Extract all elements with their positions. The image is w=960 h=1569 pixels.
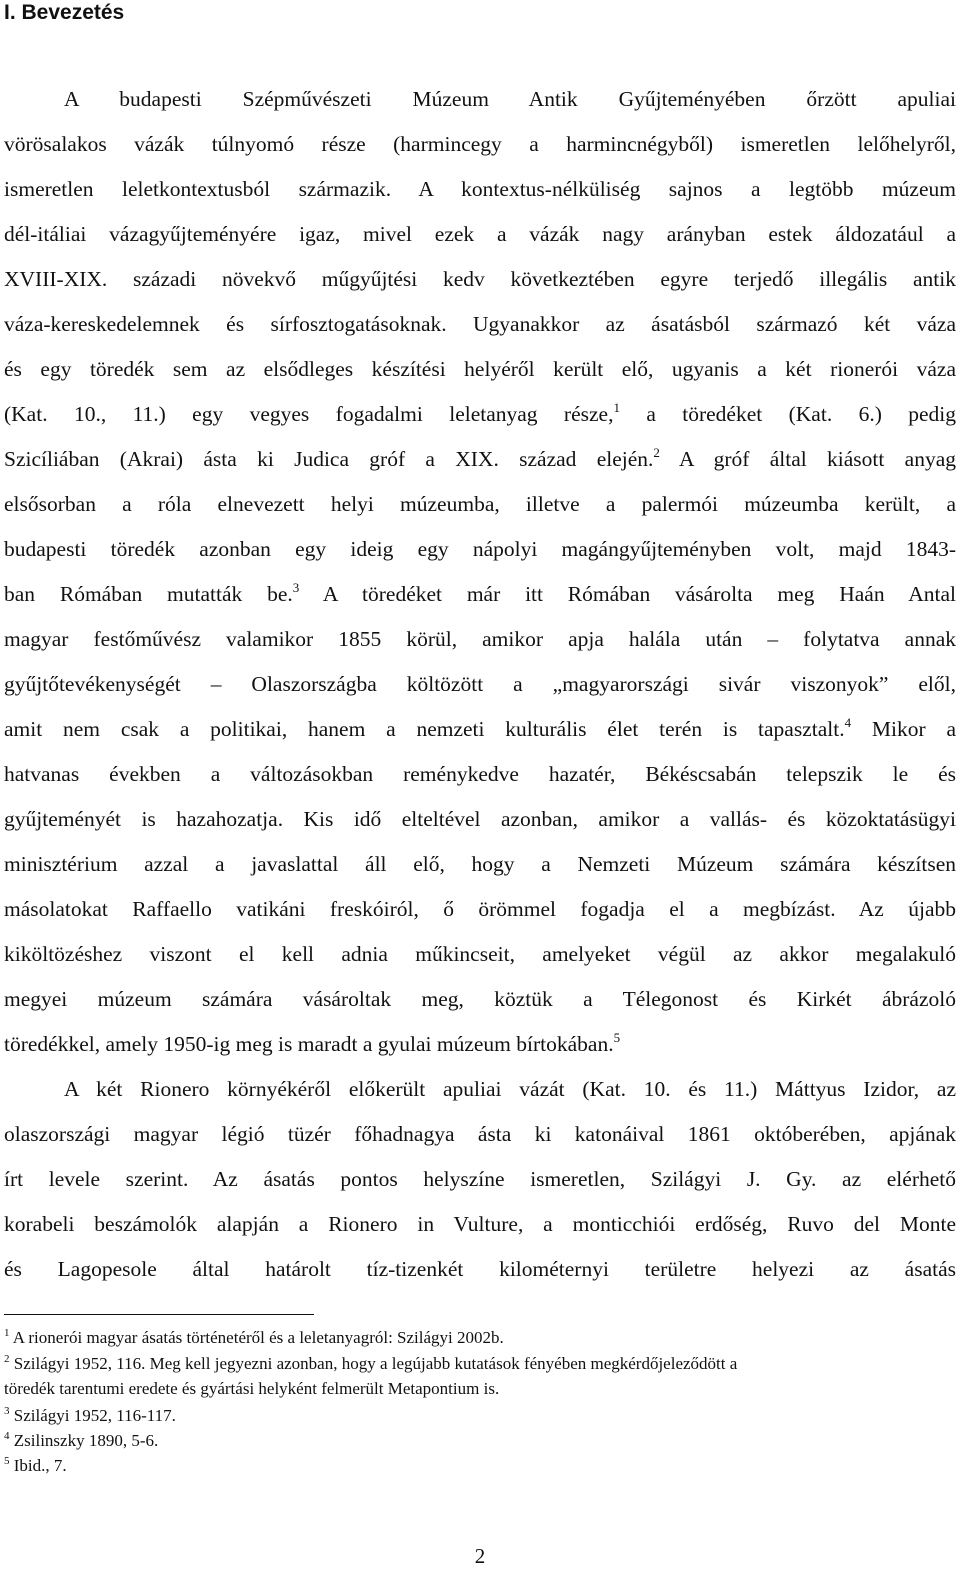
text-line: és Lagopesole által határolt tíz-tizenkét kilométernyi területre helyezi az ásatás — [4, 1257, 956, 1281]
footnote-ref: 2 — [653, 445, 660, 460]
text-line: A két Rionero környékéről előkerült apuliai vázát (Kat. 10. és 11.) Máttyus Izidor, az — [64, 1077, 956, 1101]
text-line: megyei múzeum számára vásároltak meg, köztük a Télegonost és Kirkét ábrázoló — [4, 987, 956, 1011]
footnote-ref: 1 — [613, 400, 620, 415]
footnote-ref: 3 — [292, 580, 300, 595]
footnote: töredék tarentumi eredete és gyártási helyként felmerült Metapontium is. — [4, 1379, 500, 1398]
footnote: $^4$ Zsilinszky 1890, 5-6. — [4, 1430, 159, 1450]
text-line: váza-kereskedelemnek és sírfosztogatásoknak. Ugyanakkor az ásatásból származó két váza — [4, 312, 956, 336]
text-line: Szicíliában (Akrai) ásta ki Judica gróf a XIX. század elején.$^2$ A gróf által kiásott anyag — [4, 445, 956, 471]
text-line: XVIII-XIX. századi növekvő műgyűjtési kedv következtében egyre terjedő illegális antik — [4, 267, 956, 291]
footnote: $^1$ A rionerói magyar ásatás történetéről és a leletanyagról: Szilágyi 2002b. — [4, 1327, 504, 1347]
text-line: kiköltözéshez viszont el kell adnia műkincseit, amelyeket végül az akkor megalakuló — [4, 942, 956, 966]
text-line: gyűjteményét is hazahozatja. Kis idő elteltével azonban, amikor a vallás- és közoktatásügyi — [4, 807, 956, 831]
footnote-separator — [4, 1314, 314, 1315]
footnote: $^2$ Szilágyi 1952, 116. Meg kell jegyezni azonban, hogy a legújabb kutatások fényében megkérdőjeleződött a — [4, 1353, 738, 1373]
text-line: minisztérium azzal a javaslattal áll elő, hogy a Nemzeti Múzeum számára készítsen — [4, 852, 956, 876]
text-line: vörösalakos vázák túlnyomó része (harmincegy a harmincnégyből) ismeretlen lelőhelyről, — [4, 132, 956, 156]
text-line: korabeli beszámolók alapján a Rionero in Vulture, a monticchiói erdőség, Ruvo del Monte — [4, 1212, 956, 1236]
footnote: $^3$ Szilágyi 1952, 116-117. — [4, 1405, 176, 1425]
page-number: 2 — [474, 1544, 486, 1568]
text-line: másolatokat Raffaello vatikáni freskóiról, ő örömmel fogadja el a megbízást. Az újabb — [4, 897, 956, 921]
text-line: hatvanas években a változásokban reménykedve hazatér, Békéscsabán telepszik le és — [4, 762, 956, 786]
text-line: A budapesti Szépművészeti Múzeum Antik Gyűjteményében őrzött apuliai — [64, 87, 956, 111]
section-heading: I. Bevezetés — [4, 1, 125, 24]
text-line: gyűjtőtevékenységét – Olaszországba költözött a „magyarországi sivár viszonyok” elől, — [4, 672, 956, 696]
text-line: ismeretlen leletkontextusból származik. A kontextus-nélküliség sajnos a legtöbb múzeum — [4, 177, 956, 201]
text-line: (Kat. 10., 11.) egy vegyes fogadalmi leletanyag része,$^1$ a töredéket (Kat. 6.) pedig — [4, 400, 956, 426]
text-line: írt levele szerint. Az ásatás pontos helyszíne ismeretlen, Szilágyi J. Gy. az elérhető — [4, 1167, 956, 1191]
text-line: töredékkel, amely 1950-ig meg is maradt a gyulai múzeum bírtokában.$^5$ — [4, 1030, 621, 1056]
text-line: amit nem csak a politikai, hanem a nemzeti kulturális élet terén is tapasztalt.$^4$ Mikor a — [4, 715, 956, 741]
text-line: elsősorban a róla elnevezett helyi múzeumba, illetve a palermói múzeumba került, a — [4, 492, 956, 516]
text-line: budapesti töredék azonban egy ideig egy nápolyi magángyűjteményben volt, majd 1843- — [4, 537, 956, 561]
text-line: és egy töredék sem az elsődleges készítési helyéről került elő, ugyanis a két rionerói váza — [4, 357, 956, 381]
text-line: magyar festőművész valamikor 1855 körül, amikor apja halála után – folytatva annak — [4, 627, 956, 651]
footnote: $^5$ Ibid., 7. — [4, 1455, 67, 1475]
footnote-ref: 5 — [613, 1030, 621, 1045]
text-line: dél-itáliai vázagyűjteményére igaz, mivel ezek a vázák nagy arányban estek áldozatául a — [4, 222, 956, 246]
footnote-ref: 4 — [844, 715, 852, 730]
text-line: ban Rómában mutatták be.$^3$ A töredéket már itt Rómában vásárolta meg Haán Antal — [4, 580, 956, 606]
text-line: olaszországi magyar légió tüzér főhadnagya ásta ki katonáival 1861 októberében, apjának — [4, 1122, 956, 1146]
